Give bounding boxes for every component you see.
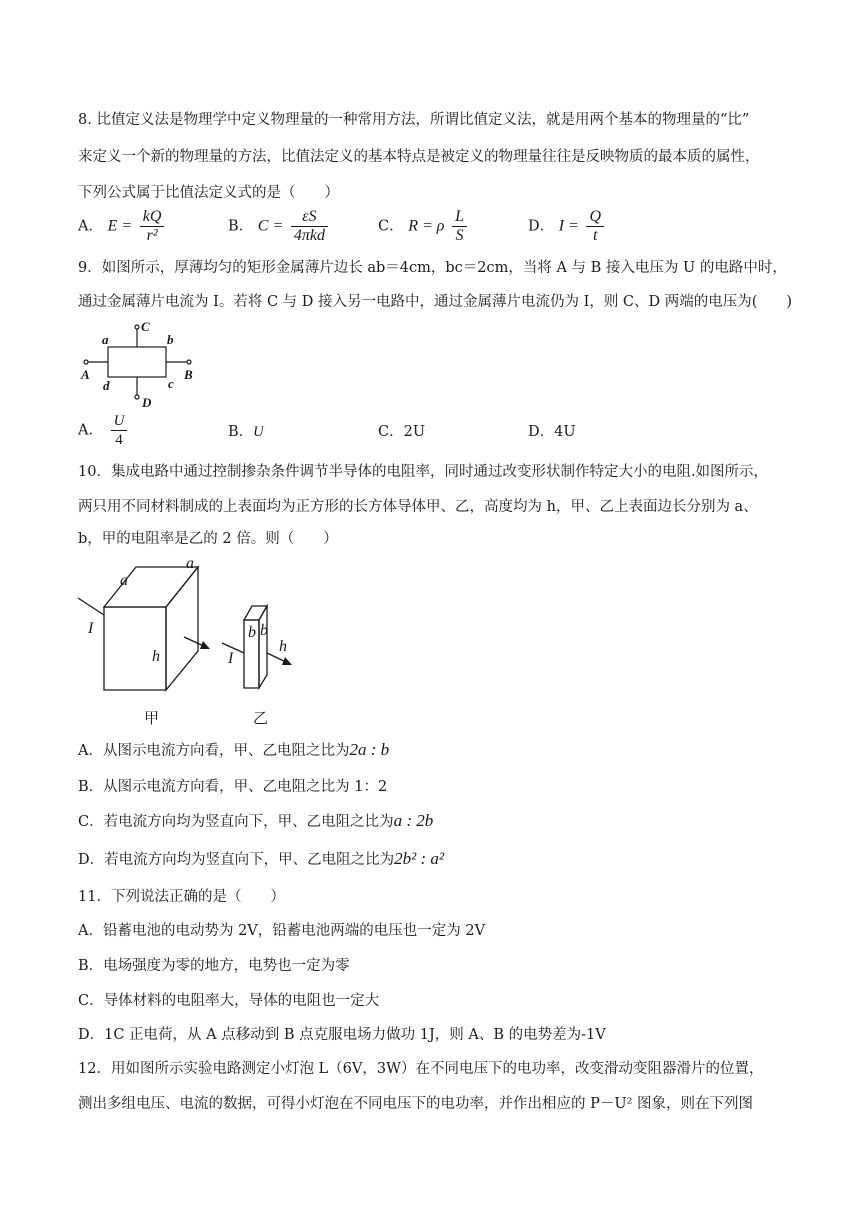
fraction-denominator: t <box>593 227 598 244</box>
option-text: 2U <box>403 424 426 440</box>
option-math: 2a : b <box>349 740 390 759</box>
q10-conductor-figure <box>76 555 316 730</box>
label-d: D <box>142 395 152 410</box>
option-letter: A． <box>78 422 103 439</box>
q9-option-b[interactable] <box>228 422 264 442</box>
label-corner-d: d <box>103 378 110 393</box>
fraction-numerator: L <box>452 208 467 227</box>
metal-sheet-rectangle <box>108 347 166 377</box>
label-corner-a: a <box>102 332 109 347</box>
formula-lhs: R = ρ <box>408 217 445 235</box>
terminal-d <box>135 395 139 399</box>
q12-line-1: 12．用如图所示实验电路测定小灯泡 L（6V，3W）在不同电压下的电功率，改变滑动变阻器滑片的位置， <box>78 1061 764 1077</box>
q8-line-2: 来定义一个新的物理量的方法，比值法定义的基本特点是被定义的物理量往往是反映物质的最本质的属性， <box>78 149 760 165</box>
q9-line-2: 通过金属薄片电流为 I。若将 C 与 D 接入另一电路中，通过金属薄片电流仍为 I，则 C、D 两端的电压为( ) <box>78 294 793 310</box>
q8-line-3: 下列公式属于比值法定义式的是（ ） <box>78 185 339 201</box>
terminal-b <box>187 360 191 364</box>
label-height-h-jia: h <box>152 648 160 665</box>
option-text: B．从图示电流方向看，甲、乙电阻之比为 1：2 <box>78 779 388 795</box>
q9-option-a[interactable] <box>78 412 130 449</box>
q9-metal-sheet-figure <box>76 318 206 410</box>
option-text: A．从图示电流方向看，甲、乙电阻之比为 <box>78 743 350 759</box>
option-letter: A． <box>78 218 103 235</box>
fraction-denominator: r² <box>146 227 158 244</box>
q8-option-d[interactable] <box>528 208 607 245</box>
q11-option-d[interactable]: D．1C 正电荷，从 A 点移动到 B 点克服电场力做功 1J，则 A、B 的电势差为-1V <box>78 1027 606 1043</box>
formula-lhs: E = <box>107 217 133 235</box>
label-terminal-b: B <box>184 367 193 382</box>
label-edge-b-front: b <box>248 624 256 641</box>
label-current-i-jia: I <box>88 620 94 637</box>
q9-option-d[interactable] <box>528 422 576 442</box>
label-edge-a-top: a <box>186 555 194 572</box>
option-text: C．若电流方向均为竖直向下，甲、乙电阻之比为 <box>78 814 394 830</box>
label-jia: 甲 <box>144 711 160 727</box>
cube-jia-top <box>104 567 198 607</box>
q11-option-c[interactable]: C．导体材料的电阻率大，导体的电阻也一定大 <box>78 993 380 1009</box>
q8-option-c[interactable] <box>378 208 470 245</box>
option-text: 4U <box>554 424 576 440</box>
label-edge-b-side: b <box>260 622 268 639</box>
label-corner-b: b <box>167 332 174 347</box>
label-yi: 乙 <box>253 711 269 727</box>
q10-option-d[interactable] <box>78 849 444 870</box>
fraction-denominator: 4πkd <box>293 227 325 244</box>
q9-line-1: 9．如图所示，厚薄均匀的矩形金属薄片边长 ab＝4cm，bc＝2cm，当将 A 与 B 接入电压为 U 的电路中时， <box>78 260 787 276</box>
option-math: 2b² : a² <box>394 849 444 868</box>
fraction-numerator: εS <box>291 208 328 227</box>
q8-option-b[interactable] <box>228 208 331 245</box>
label-edge-a-left: a <box>120 572 128 589</box>
option-letter: B． <box>228 218 254 235</box>
label-current-i-yi: I <box>228 650 234 667</box>
terminal-a <box>84 360 88 364</box>
option-text: D．若电流方向均为竖直向下，甲、乙电阻之比为 <box>78 852 395 868</box>
q10-option-a[interactable] <box>78 740 389 761</box>
fraction-denominator: 4 <box>115 432 123 448</box>
option-math: a : 2b <box>393 811 434 830</box>
q10-option-b[interactable] <box>78 777 387 797</box>
q8-line-1: 8. 比值定义法是物理学中定义物理量的一种常用方法，所谓比值定义法，就是用两个基本的物理量的“比” <box>78 112 750 128</box>
q11-option-b[interactable]: B．电场强度为零的地方，电势也一定为零 <box>78 958 350 974</box>
q9-option-c[interactable] <box>378 422 425 442</box>
q8-option-a[interactable] <box>78 208 167 245</box>
option-letter: C． <box>378 424 404 440</box>
option-letter: C． <box>378 218 404 235</box>
label-height-h-yi: h <box>279 638 287 655</box>
option-letter: D． <box>528 424 555 440</box>
cube-jia-side <box>166 567 198 690</box>
q11-line-1: 11．下列说法正确的是（ ） <box>78 889 285 905</box>
terminal-c <box>135 325 139 329</box>
q10-line-2: 两只用不同材料制成的上表面均为正方形的长方体导体甲、乙，高度均为 h，甲、乙上表面边长分别为 a、 <box>78 499 758 515</box>
q11-option-a[interactable]: A．铅蓄电池的电动势为 2V，铅蓄电池两端的电压也一定为 2V <box>78 923 486 939</box>
option-letter: B． <box>228 424 254 440</box>
fraction-denominator: S <box>455 227 464 244</box>
q10-option-c[interactable] <box>78 811 433 832</box>
block-yi-side <box>259 606 267 688</box>
fraction-numerator: Q <box>586 208 604 227</box>
formula-lhs: C = <box>257 217 284 235</box>
q10-line-3: b，甲的电阻率是乙的 2 倍。则（ ） <box>78 531 338 547</box>
fraction-numerator: U <box>111 412 128 431</box>
option-letter: D． <box>528 218 555 235</box>
q10-line-1: 10．集成电路中通过控制掺杂条件调节半导体的电阻率，同时通过改变形状制作特定大小的电阻.如图所示， <box>78 464 769 480</box>
q12-line-2: 测出多组电压、电流的数据，可得小灯泡在不同电压下的电功率，并作出相应的 P－U² 图象，则在下列图 <box>78 1096 754 1112</box>
label-corner-c: c <box>168 376 174 391</box>
label-terminal-a: A <box>81 367 90 382</box>
fraction-numerator: kQ <box>140 208 165 227</box>
label-c: C <box>141 319 150 334</box>
formula-lhs: I = <box>558 217 579 235</box>
option-text: U <box>253 424 264 440</box>
